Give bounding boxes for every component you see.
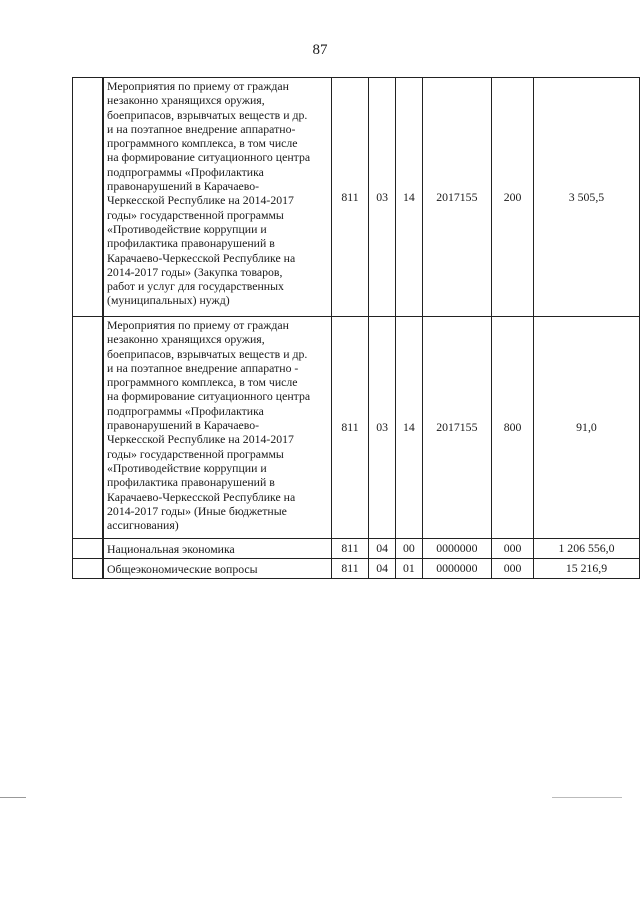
expense-type-code: 200 (492, 78, 534, 317)
expense-type-code: 800 (492, 317, 534, 539)
row-number-cell (73, 78, 104, 317)
row-description: Общеэкономические вопросы (103, 559, 331, 579)
scan-mark (552, 797, 622, 798)
expense-type-code: 000 (492, 539, 534, 559)
ministry-code: 811 (331, 317, 368, 539)
amount-value: 15 216,9 (533, 559, 639, 579)
section-code: 04 (369, 539, 396, 559)
target-article-code: 2017155 (422, 78, 492, 317)
target-article-code: 0000000 (422, 539, 492, 559)
subsection-code: 00 (396, 539, 422, 559)
table-row (73, 317, 640, 539)
scan-mark (0, 797, 26, 798)
target-article-code: 0000000 (422, 559, 492, 579)
row-number-cell (73, 559, 104, 579)
subsection-code: 01 (396, 559, 422, 579)
subsection-code: 14 (396, 78, 422, 317)
section-code: 04 (369, 559, 396, 579)
row-description: Мероприятия по приему от граждан незаконно хранящихся оружия, боеприпасов, взрывчатых веществ и др. и на поэтапное внедрение аппаратно- программного комплекса, в том числе на формирование ситуационного центра подпрограммы «Профилактика правонарушений в Карачаево- Черкесской Республике на 2014-2017 годы» государственной программы «Противодействие коррупции и профилактика правонарушений в Карачаево-Черкесской Республике на 2014-2017 годы» (Закупка товаров, работ и услуг для государственных (муниципальных) нужд) (103, 78, 331, 317)
amount-value: 91,0 (533, 317, 639, 539)
row-number-cell (73, 317, 104, 539)
table-row (73, 78, 640, 317)
budget-table (72, 77, 640, 579)
target-article-code: 2017155 (422, 317, 492, 539)
page-number: 87 (312, 42, 328, 58)
section-code: 03 (369, 78, 396, 317)
amount-value: 1 206 556,0 (533, 539, 639, 559)
row-number-cell (73, 539, 104, 559)
row-description: Национальная экономика (103, 539, 331, 559)
table-row (73, 559, 640, 579)
table-row (73, 539, 640, 559)
expense-type-code: 000 (492, 559, 534, 579)
ministry-code: 811 (331, 559, 368, 579)
section-code: 03 (369, 317, 396, 539)
amount-value: 3 505,5 (533, 78, 639, 317)
subsection-code: 14 (396, 317, 422, 539)
ministry-code: 811 (331, 539, 368, 559)
row-description: Мероприятия по приему от граждан незаконно хранящихся оружия, боеприпасов, взрывчатых веществ и др. и на поэтапное внедрение аппаратно - программного комплекса, в том числе на формирование ситуационного центра подпрограммы «Профилактика правонарушений в Карачаево- Черкесской Республике на 2014-2017 годы» государственной программы «Противодействие коррупции и профилактика правонарушений в Карачаево-Черкесской Республике на 2014-2017 годы» (Иные бюджетные ассигнования) (103, 317, 331, 539)
ministry-code: 811 (331, 78, 368, 317)
